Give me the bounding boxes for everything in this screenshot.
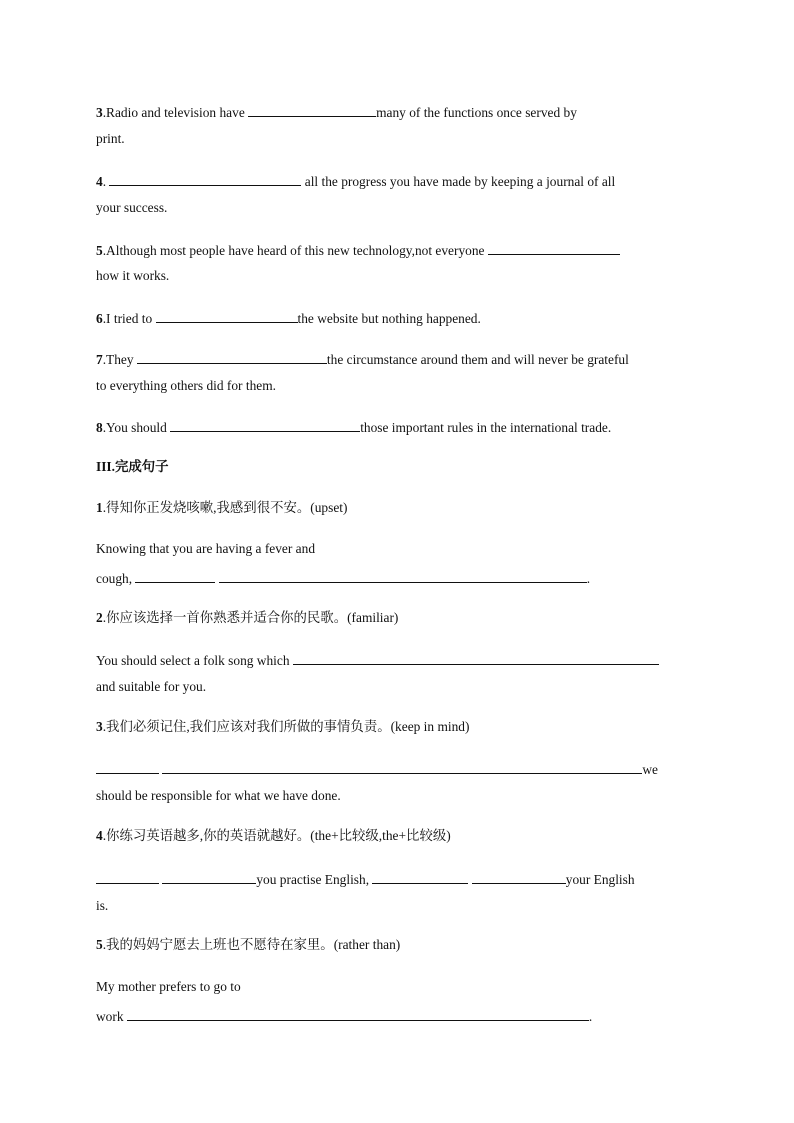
s3-prompt: 3.我们必须记住,我们应该对我们所做的事情负责。(keep in mind) — [96, 719, 470, 734]
q3-number: 3 — [96, 105, 103, 120]
s1-prompt: 1.得知你正发烧咳嗽,我感到很不安。(upset) — [96, 500, 348, 515]
s2-line2: and suitable for you. — [96, 679, 207, 694]
s5-blank[interactable] — [127, 1007, 589, 1021]
q7-number: 7 — [96, 352, 103, 367]
q4-number: 4 — [96, 174, 103, 189]
s4-prompt: 4.你练习英语越多,你的英语就越好。(the+比较级,the+比较级) — [96, 828, 451, 843]
q5-number: 5 — [96, 243, 103, 258]
q4-blank[interactable] — [109, 172, 301, 186]
s5-prompt: 5.我的妈妈宁愿去上班也不愿待在家里。(rather than) — [96, 937, 401, 952]
section-heading: III.完成句子 — [96, 459, 169, 474]
s4-blank-4[interactable] — [472, 870, 566, 884]
q8-blank[interactable] — [170, 418, 360, 432]
q3-blank[interactable] — [248, 103, 376, 117]
s2-prompt: 2.你应该选择一首你熟悉并适合你的民歌。(familiar) — [96, 610, 399, 625]
q8-line1: 8.You should those important rules in the international trade. — [96, 420, 612, 435]
s4-line2: is. — [96, 898, 109, 913]
s4-line1: you practise English, your English — [96, 870, 635, 888]
s1-blank-2[interactable] — [219, 569, 587, 583]
q3-line1: 3.Radio and television have many of the functions once served by — [96, 105, 577, 120]
s4-blank-1[interactable] — [96, 870, 159, 884]
s2-blank[interactable] — [293, 651, 659, 665]
s4-blank-3[interactable] — [372, 870, 468, 884]
q5-blank[interactable] — [488, 241, 620, 255]
q6-number: 6 — [96, 311, 103, 326]
q7-line2: to everything others did for them. — [96, 378, 276, 393]
s2-line1: You should select a folk song which — [96, 651, 659, 669]
s3-line1: we — [96, 760, 658, 778]
s4-blank-2[interactable] — [162, 870, 256, 884]
s3-blank-1[interactable] — [96, 760, 159, 774]
s1-blank-1[interactable] — [135, 569, 215, 583]
q4-line2: your success. — [96, 200, 168, 215]
s5-line2: work . — [96, 1009, 593, 1024]
s1-line2: cough, . — [96, 571, 591, 586]
s3-line2: should be responsible for what we have done. — [96, 788, 341, 803]
s5-line1: My mother prefers to go to — [96, 979, 241, 994]
s3-blank-2[interactable] — [162, 760, 642, 774]
q4-line1: 4. all the progress you have made by keeping a journal of all — [96, 174, 616, 189]
q6-blank[interactable] — [156, 309, 298, 323]
q5-line1: 5.Although most people have heard of this new technology,not everyone — [96, 241, 620, 259]
q6-line1: 6.I tried to the website but nothing happened. — [96, 311, 481, 326]
q8-number: 8 — [96, 420, 103, 435]
q3-line2: print. — [96, 131, 125, 146]
q5-line2: how it works. — [96, 268, 170, 283]
q7-line1: 7.They the circumstance around them and will never be grateful — [96, 352, 629, 367]
s1-line1: Knowing that you are having a fever and — [96, 541, 316, 556]
q7-blank[interactable] — [137, 350, 327, 364]
